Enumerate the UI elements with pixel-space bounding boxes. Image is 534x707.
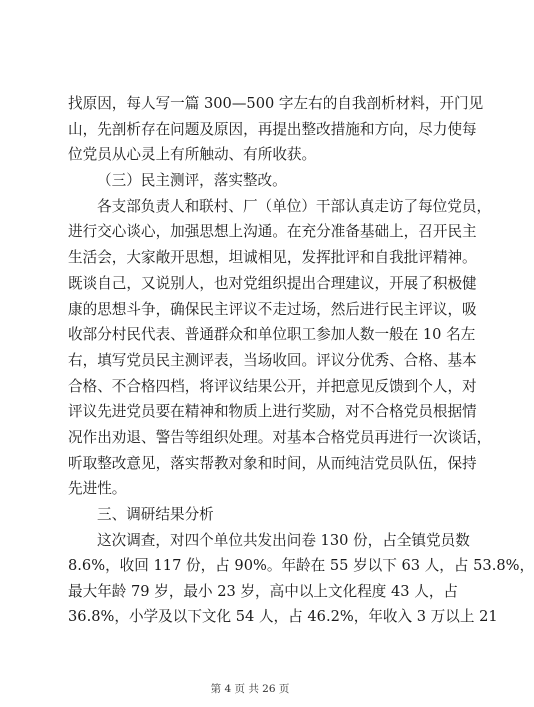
text-line: 康的思想斗争，确保民主评议不走过场，然后进行民主评议，吸 (68, 301, 477, 318)
text-line: 听取整改意见，落实帮教对象和时间，从而纯洁党员队伍，保持 (68, 455, 477, 472)
text-line: 山，先剖析存在问题及原因，再提出整改措施和方向，尽力使每 (68, 121, 477, 138)
text-line: 找原因，每人写一篇 300—500 字左右的自我剖析材料，开门见 (68, 95, 484, 112)
text-line: 8.6%，收回 117 份，占 90%。年龄在 55 岁以下 63 人，占 53.8%， (68, 557, 534, 574)
text-line: 最大年龄 79 岁，最小 23 岁，高中以上文化程度 43 人，占 (68, 583, 459, 600)
text-line: 评议先进党员要在精神和物质上进行奖励，对不合格党员根据情 (68, 403, 477, 420)
text-line: 先进性。 (68, 480, 127, 497)
text-line: 36.8%，小学及以下文化 54 人，占 46.2%，年收入 3 万以上 21 (68, 608, 498, 625)
paragraph-first-line: 各支部负责人和联村、厂（单位）干部认真走访了每位党员， (97, 198, 492, 215)
text-line: 右，填写党员民主测评表，当场收回。评议分优秀、合格、基本 (68, 352, 477, 369)
text-line: 位党员从心灵上有所触动、有所收获。 (68, 146, 317, 163)
text-line: 既谈自己，又说别人，也对党组织提出合理建议，开展了积极健 (68, 275, 477, 292)
paragraph-first-line: 这次调查，对四个单位共发出问卷 130 份，占全镇党员数 (97, 532, 470, 549)
text-line: 生活会，大家敞开思想，坦诚相见，发挥批评和自我批评精神。 (68, 249, 477, 266)
text-line: 合格、不合格四档，将评议结果公开，并把意见反馈到个人，对 (68, 378, 477, 395)
text-line: 进行交心谈心，加强思想上沟通。在充分准备基础上，召开民主 (68, 223, 477, 240)
page-footer: 第 4 页 共 26 页 (210, 683, 290, 695)
section-heading: 三、调研结果分析 (97, 506, 214, 523)
section-heading: （三）民主测评，落实整改。 (97, 172, 287, 189)
text-line: 况作出劝退、警告等组织处理。对基本合格党员再进行一次谈话， (68, 429, 492, 446)
text-line: 收部分村民代表、普通群众和单位职工参加人数一般在 10 名左 (68, 326, 476, 343)
